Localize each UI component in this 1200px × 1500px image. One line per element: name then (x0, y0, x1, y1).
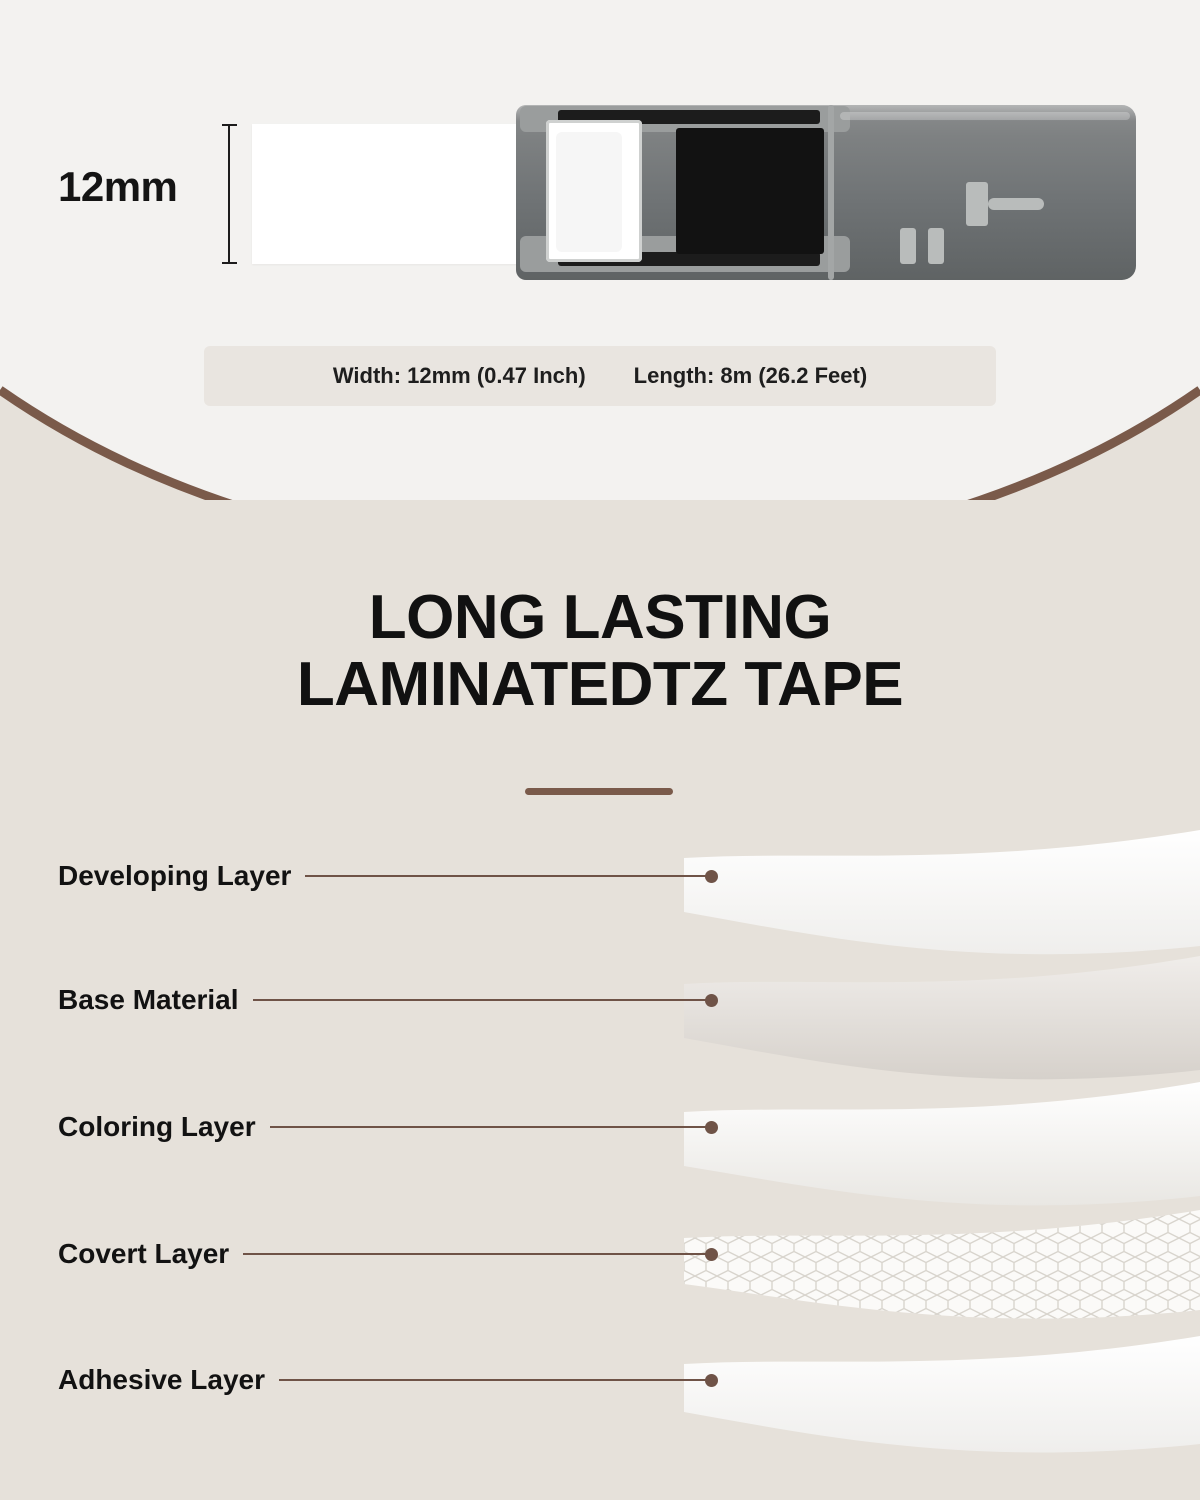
leader-dot (705, 994, 718, 1007)
layer-label: Adhesive Layer (58, 1364, 265, 1395)
cartridge-peg-c (900, 228, 916, 264)
width-measure-label: 12mm (58, 163, 178, 210)
layer-row-coloring-layer (58, 1107, 718, 1147)
page-title (0, 585, 1200, 719)
cartridge-ink-block (676, 128, 824, 254)
leader-line (270, 1126, 706, 1128)
spec-length: Length: 8m (26.2 Feet) (633, 363, 868, 388)
title-underline-rule (525, 788, 673, 795)
cartridge-peg-a (966, 182, 988, 226)
headline-line-2: LAMINATEDTZ TAPE (296, 649, 904, 719)
measure-cap-bottom (222, 262, 237, 264)
leader-dot (705, 870, 718, 883)
layer-row-developing-layer (58, 856, 718, 896)
leader-dot (705, 1374, 718, 1387)
layer-label: Developing Layer (58, 860, 292, 891)
layer-label: Covert Layer (58, 1238, 230, 1269)
tape-strip (252, 124, 552, 264)
leader-line (253, 999, 706, 1001)
cartridge-highlight (840, 112, 1130, 120)
leader-line (305, 875, 706, 877)
tape-cartridge-illustration (0, 0, 1200, 330)
leader-line (279, 1379, 706, 1381)
layer-row-covert-layer (58, 1234, 718, 1274)
layer-label: Coloring Layer (58, 1111, 256, 1142)
leader-dot (705, 1248, 718, 1261)
headline-line-1: LONG LASTING (368, 583, 832, 652)
measure-bar (228, 124, 230, 264)
width-measure-bracket (222, 124, 236, 264)
leader-dot (705, 1121, 718, 1134)
layer-label-list (0, 830, 1200, 1450)
cartridge-divider (828, 105, 834, 280)
leader-line (243, 1253, 706, 1255)
cartridge-peg-d (928, 228, 944, 264)
cartridge-roller (556, 132, 622, 252)
spec-width: Width: 12mm (0.47 Inch) (332, 363, 586, 388)
layers-section (0, 500, 1200, 1500)
cartridge-peg-b (988, 198, 1044, 210)
layer-row-adhesive-layer (58, 1360, 718, 1400)
layer-label: Base Material (58, 984, 239, 1015)
layer-row-base-material (58, 980, 718, 1020)
